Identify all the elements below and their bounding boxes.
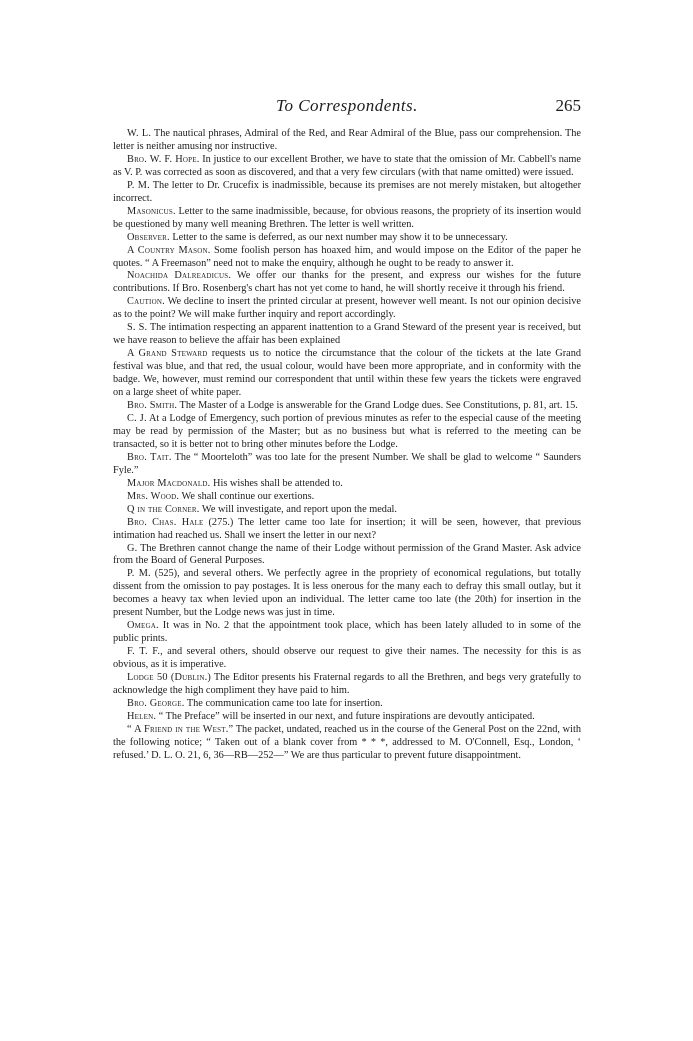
correspondent-entry (113, 724, 581, 763)
correspondent-entry (113, 270, 581, 296)
document-page (113, 96, 581, 763)
correspondent-name: P. M. (127, 179, 150, 191)
correspondent-reply: “ The Preface” will be inserted in our next, and future inspirations are devoutly anticipated. (156, 710, 535, 722)
correspondents-list (113, 128, 581, 763)
correspondent-name: A Grand Steward (127, 348, 208, 360)
correspondent-name: W. L. (127, 128, 152, 139)
correspondent-reply: The letter to Dr. Crucefix is inadmissible, because its premises are not merely mistaken, but altogether incorrect. (113, 179, 581, 204)
correspondent-entry (113, 296, 581, 322)
correspondent-name: F. T. F., (127, 646, 163, 658)
correspondent-reply: We decline to insert the printed circular at present, however well meant. Is not our opinion decisive as to the point? We will make further inquiry and report accordingly. (113, 296, 581, 321)
correspondent-entry (113, 517, 581, 543)
correspondent-name: Major Macdonald. (127, 477, 211, 489)
correspondent-name: P. M. (127, 568, 151, 580)
correspondent-name: S. S. (127, 322, 148, 334)
correspondent-reply: The packet, undated, reached us in the course of the General Post on the 22nd, with the following notice; “ Taken out of a blank cover from * * *, addressed to M. O'Connell, Esq., London, ‘ refused.’ D. L. O. 21, 6, 36—RB—252—” We are thus particular to prevent future disappointment. (113, 723, 581, 761)
correspondent-name: Bro. Tait. (127, 451, 172, 463)
correspondent-reply: The intimation respecting an apparent inattention to a Grand Steward of the present year is received, but we have reason to believe the affair has been explained (113, 322, 581, 347)
correspondent-entry (113, 180, 581, 206)
correspondent-entry (113, 491, 581, 504)
correspondent-entry (113, 245, 581, 271)
correspondent-entry (113, 400, 581, 413)
correspondent-reply: His wishes shall be attended to. (210, 477, 343, 489)
correspondent-entry (113, 672, 581, 698)
correspondent-entry (113, 322, 581, 348)
correspondent-entry (113, 711, 581, 724)
correspondent-name: Bro. W. F. Hope. (127, 153, 200, 165)
correspondent-reply: The Master of a Lodge is answerable for the Grand Lodge dues. See Constitutions, p. 81, art. 15. (177, 400, 578, 412)
correspondent-reply: The communication came too late for insertion. (184, 697, 383, 709)
correspondent-reply: The nautical phrases, Admiral of the Red, and Rear Admiral of the Blue, pass our comprehension. The letter is neither amusing nor instructive. (113, 128, 581, 152)
correspondent-reply: Letter to the same is deferred, as our next number may show it to be unnecessary. (169, 231, 508, 243)
correspondent-reply: and several others, should observe our request to give their names. The necessity for this is as obvious, as it is imperative. (113, 646, 581, 671)
correspondent-name: Observer. (127, 231, 170, 243)
correspondent-reply: The “ Moorteloth” was too late for the present Number. We shall be glad to welcome “ Saunders Fyle.” (113, 451, 581, 476)
correspondent-entry (113, 698, 581, 711)
correspondent-name: C. J. (127, 412, 147, 424)
correspondent-reply: We will investigate, and report upon the medal. (199, 503, 397, 515)
correspondent-reply: In justice to our excellent Brother, we have to state that the omission of Mr. Cabbell's name as V. P. was corrected as soon as discovered, and that a very few circulars (with that name omitted) were issued. (113, 153, 581, 178)
correspondent-entry (113, 543, 581, 569)
correspondent-name: Helen. (127, 710, 157, 722)
correspondent-entry (113, 232, 581, 245)
correspondent-name: Q in the Corner. (127, 503, 200, 515)
correspondent-reply: The Brethren cannot change the name of their Lodge without permission of the Grand Master. Ask advice from the Board of General Purposes. (113, 542, 581, 567)
correspondent-entry (113, 452, 581, 478)
correspondent-reply: At a Lodge of Emergency, such portion of previous minutes as refer to the especial cause of the meeting may be read by permission of the Master; but as no business but what is referred to the meeting can be transacted, so it is better not to bring other minutes before the Lodge. (113, 412, 581, 450)
correspondent-reply: (275.) The letter came too late for insertion; it will be seen, however, that previous intimation had reached us. Shall we insert the letter in our next? (113, 516, 581, 541)
correspondent-name: Caution. (127, 296, 165, 308)
correspondent-reply: Some foolish person has hoaxed him, and would impose on the Editor of the paper he quotes. “ A Freemason” need not to make the enquiry, although he ought to be ready to answer it. (113, 244, 581, 269)
correspondent-reply: Letter to the same inadmissible, because, for obvious reasons, the propriety of its insertion would be questioned by many well meaning Brethren. The letter is well written. (113, 205, 581, 230)
correspondent-entry (113, 154, 581, 180)
correspondent-name: Bro. Chas. Hale (127, 516, 204, 528)
correspondent-reply: We shall continue our exertions. (179, 490, 315, 502)
correspondent-name: G. (127, 542, 138, 554)
correspondent-reply: It was in No. 2 that the appointment took place, which has been lately alluded to in some of the public prints. (113, 620, 581, 645)
correspondent-name: A Country Mason. (127, 244, 211, 256)
correspondent-entry (113, 206, 581, 232)
correspondent-name: Lodge 50 (Dublin.) (127, 672, 211, 684)
page-title: To Correspondents. (276, 96, 418, 115)
correspondent-entry (113, 128, 581, 154)
page-header (113, 96, 581, 122)
page-number: 265 (555, 96, 581, 115)
correspondent-entry (113, 620, 581, 646)
correspondent-name: Noachida Dalreadicus. (127, 270, 232, 282)
correspondent-entry (113, 348, 581, 400)
correspondent-reply: (525), and several others. We perfectly agree in the propriety of economical regulations, but totally dissent from the omission to pay postages. It is less onerous for the many each to defray this small outlay, but it becomes a heavy tax when levied upon an individual. The letter came too late (the 20th) for insertion in the present Number, but the Lodge news was just in time. (113, 568, 581, 619)
correspondent-entry (113, 568, 581, 620)
correspondent-reply: The Editor presents his Fraternal regards to all the Brethren, and begs very gratefully to acknowledge the high compliment they have paid to him. (113, 672, 582, 696)
correspondent-entry (113, 478, 581, 491)
correspondent-name: Omega. (127, 620, 159, 632)
correspondent-name: Bro. Smith. (127, 400, 178, 412)
correspondent-reply: requests us to notice the circumstance that the colour of the tickets at the late Grand festival was blue, and that red, the usual colour, would have been more appropriate, and in conformity with the badge. We, however, must remind our correspondent that until within these few years the tickets were engraved on a large sheet of white paper. (113, 348, 581, 399)
correspondent-name: Masonicus. (127, 205, 176, 217)
correspondent-entry (113, 504, 581, 517)
correspondent-name: Mrs. Wood. (127, 490, 180, 502)
correspondent-name: “ A Friend in the West.” (127, 723, 234, 735)
correspondent-reply: We offer our thanks for the present, and express our wishes for the future contributions. If Bro. Rosenberg's chart has not yet come to hand, he will shortly receive it through his friend. (113, 270, 581, 295)
correspondent-name: Bro. George. (127, 697, 185, 709)
correspondent-entry (113, 413, 581, 452)
correspondent-entry (113, 646, 581, 672)
